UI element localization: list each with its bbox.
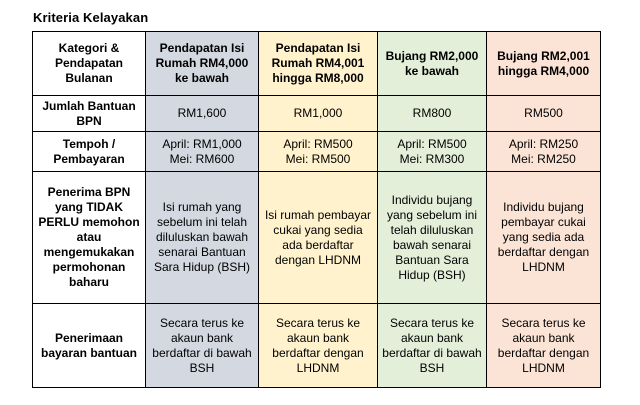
amount-cell: RM800 (378, 96, 487, 132)
schedule-may-line: Mei: RM600 (169, 151, 235, 166)
schedule-cell (378, 132, 487, 172)
recipient-cell: Individu bujang yang sebelum ini telah diluluskan bawah senarai Bantuan Sara Hidup (BSH) (378, 172, 487, 304)
section-title: Kriteria Kelayakan (33, 10, 149, 25)
schedule-may-line: Mei: RM250 (511, 151, 576, 166)
column-header-household-mid: Pendapatan Isi Rumah RM4,001 hingga RM8,000 (259, 32, 378, 96)
corner-header-cell: Kategori & Pendapatan Bulanan (33, 32, 146, 96)
table-row-schedule (33, 132, 601, 172)
payment-method-cell: Secara terus ke akaun bank berdaftar di bawah BSH (378, 304, 487, 388)
schedule-april-line: April: RM250 (508, 136, 579, 151)
column-header-household-low: Pendapatan Isi Rumah RM4,000 ke bawah (146, 32, 259, 96)
schedule-april-line: April: RM500 (283, 136, 353, 151)
recipient-cell: Isi rumah pembayar cukai yang sedia ada berdaftar dengan LHDNM (259, 172, 378, 304)
recipient-cell: Individu bujang pembayar cukai yang sedia ada berdaftar dengan LHDNM (487, 172, 601, 304)
payment-method-cell: Secara terus ke akaun bank berdaftar dengan LHDNM (259, 304, 378, 388)
payment-method-cell: Secara terus ke akaun bank berdaftar dengan LHDNM (487, 304, 601, 388)
eligibility-criteria-table (32, 31, 601, 388)
recipient-cell: Isi rumah yang sebelum ini telah diluluskan bawah senarai Bantuan Sara Hidup (BSH) (146, 172, 259, 304)
schedule-cell (487, 132, 601, 172)
row-header-amount: Jumlah Bantuan BPN (33, 96, 146, 132)
amount-cell: RM1,000 (259, 96, 378, 132)
table-row-recipients (33, 172, 601, 304)
schedule-april-line: April: RM1,000 (162, 136, 242, 151)
amount-cell: RM1,600 (146, 96, 259, 132)
header-row (33, 32, 601, 96)
amount-cell: RM500 (487, 96, 601, 132)
schedule-may-line: Mei: RM300 (399, 151, 465, 166)
schedule-cell (146, 132, 259, 172)
column-header-single-mid: Bujang RM2,001 hingga RM4,000 (487, 32, 601, 96)
row-header-recipients: Penerima BPN yang TIDAK PERLU memohon atau mengemukakan permohonan baharu (33, 172, 146, 304)
schedule-cell (259, 132, 378, 172)
payment-method-cell: Secara terus ke akaun bank berdaftar di bawah BSH (146, 304, 259, 388)
row-header-payment-method: Penerimaan bayaran bantuan (33, 304, 146, 388)
schedule-may-line: Mei: RM500 (285, 151, 351, 166)
row-header-schedule: Tempoh / Pembayaran (33, 132, 146, 172)
column-header-single-low: Bujang RM2,000 ke bawah (378, 32, 487, 96)
table-row-payment-method (33, 304, 601, 388)
table-row-amount (33, 96, 601, 132)
schedule-april-line: April: RM500 (397, 136, 467, 151)
